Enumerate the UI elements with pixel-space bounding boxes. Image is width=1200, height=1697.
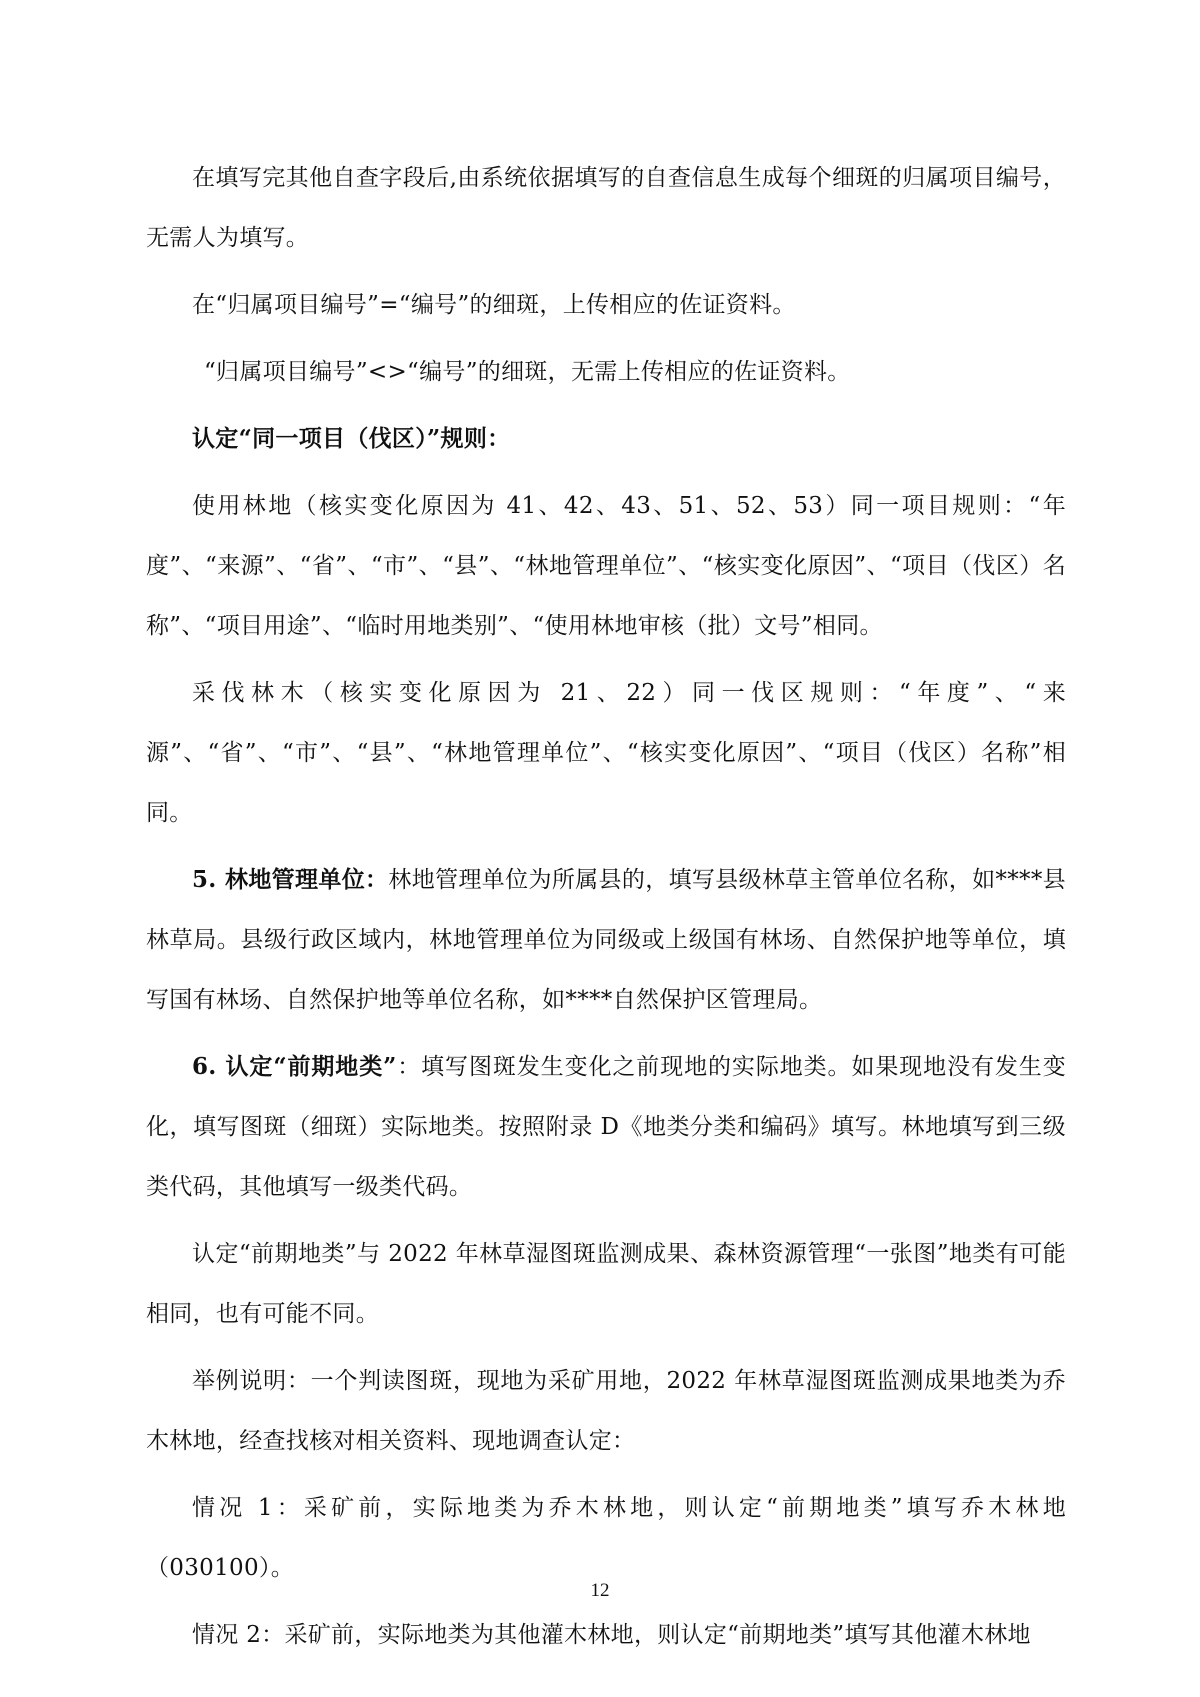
- paragraph-serial-number-note: 在填写完其他自查字段后,由系统依据填写的自查信息生成每个细斑的归属项目编号，无需人为填写。: [146, 165, 1066, 251]
- paragraph-example-intro: 举例说明：一个判读图斑，现地为采矿用地，2022 年林草湿图斑监测成果地类为乔木林地，经查找核对相关资料、现地调查认定：: [146, 1368, 1066, 1454]
- body-text: [146, 148, 1066, 1672]
- heading-same-project-rule: 认定“同一项目（伐区）”规则：: [192, 425, 511, 452]
- paragraph-prior-land-type: [146, 1037, 1066, 1217]
- section-6-heading: 6. 认定“前期地类”: [192, 1053, 397, 1080]
- paragraph-upload-evidence: 在“归属项目编号”=“编号”的细斑，上传相应的佐证资料。: [192, 292, 796, 318]
- section-5-body: 林地管理单位为所属县的，填写县级林草主管单位名称，如****县林草局。县级行政区域内，林地管理单位为同级或上级国有林场、自然保护地等单位，填写国有林场、自然保护地等单位名称，如****自然保护区管理局。: [146, 867, 1066, 1013]
- paragraph-case-1: 情况 1：采矿前，实际地类为乔木林地，则认定“前期地类”填写乔木林地（030100）。: [146, 1495, 1066, 1581]
- paragraph-case-2: 情况 2：采矿前，实际地类为其他灌木林地，则认定“前期地类”填写其他灌木林地: [192, 1622, 1031, 1648]
- section-6-body: ：填写图斑发生变化之前现地的实际地类。如果现地没有发生变化，填写图斑（细斑）实际地类。按照附录 D《地类分类和编码》填写。林地填写到三级类代码，其他填写一级类代码。: [146, 1054, 1066, 1200]
- section-5-heading: 5. 林地管理单位：: [192, 866, 389, 893]
- page-number: 12: [590, 1580, 610, 1601]
- paragraph-no-upload: “归属项目编号”<>“编号”的细斑，无需上传相应的佐证资料。: [204, 359, 851, 385]
- paragraph-prior-land-type-note: 认定“前期地类”与 2022 年林草湿图斑监测成果、森林资源管理“一张图”地类有可能相同，也有可能不同。: [146, 1241, 1066, 1327]
- paragraph-logging-rule: 采伐林木（核实变化原因为 21、22）同一伐区规则：“年度”、“来源”、“省”、“市”、“县”、“林地管理单位”、“核实变化原因”、“项目（伐区）名称”相同。: [146, 680, 1066, 826]
- paragraph-forest-land-use-rule: 使用林地（核实变化原因为 41、42、43、51、52、53）同一项目规则：“年度”、“来源”、“省”、“市”、“县”、“林地管理单位”、“核实变化原因”、“项目（伐区）名称”、“项目用途”、“临时用地类别”、“使用林地审核（批）文号”相同。: [146, 493, 1066, 639]
- paragraph-management-unit: [146, 850, 1066, 1030]
